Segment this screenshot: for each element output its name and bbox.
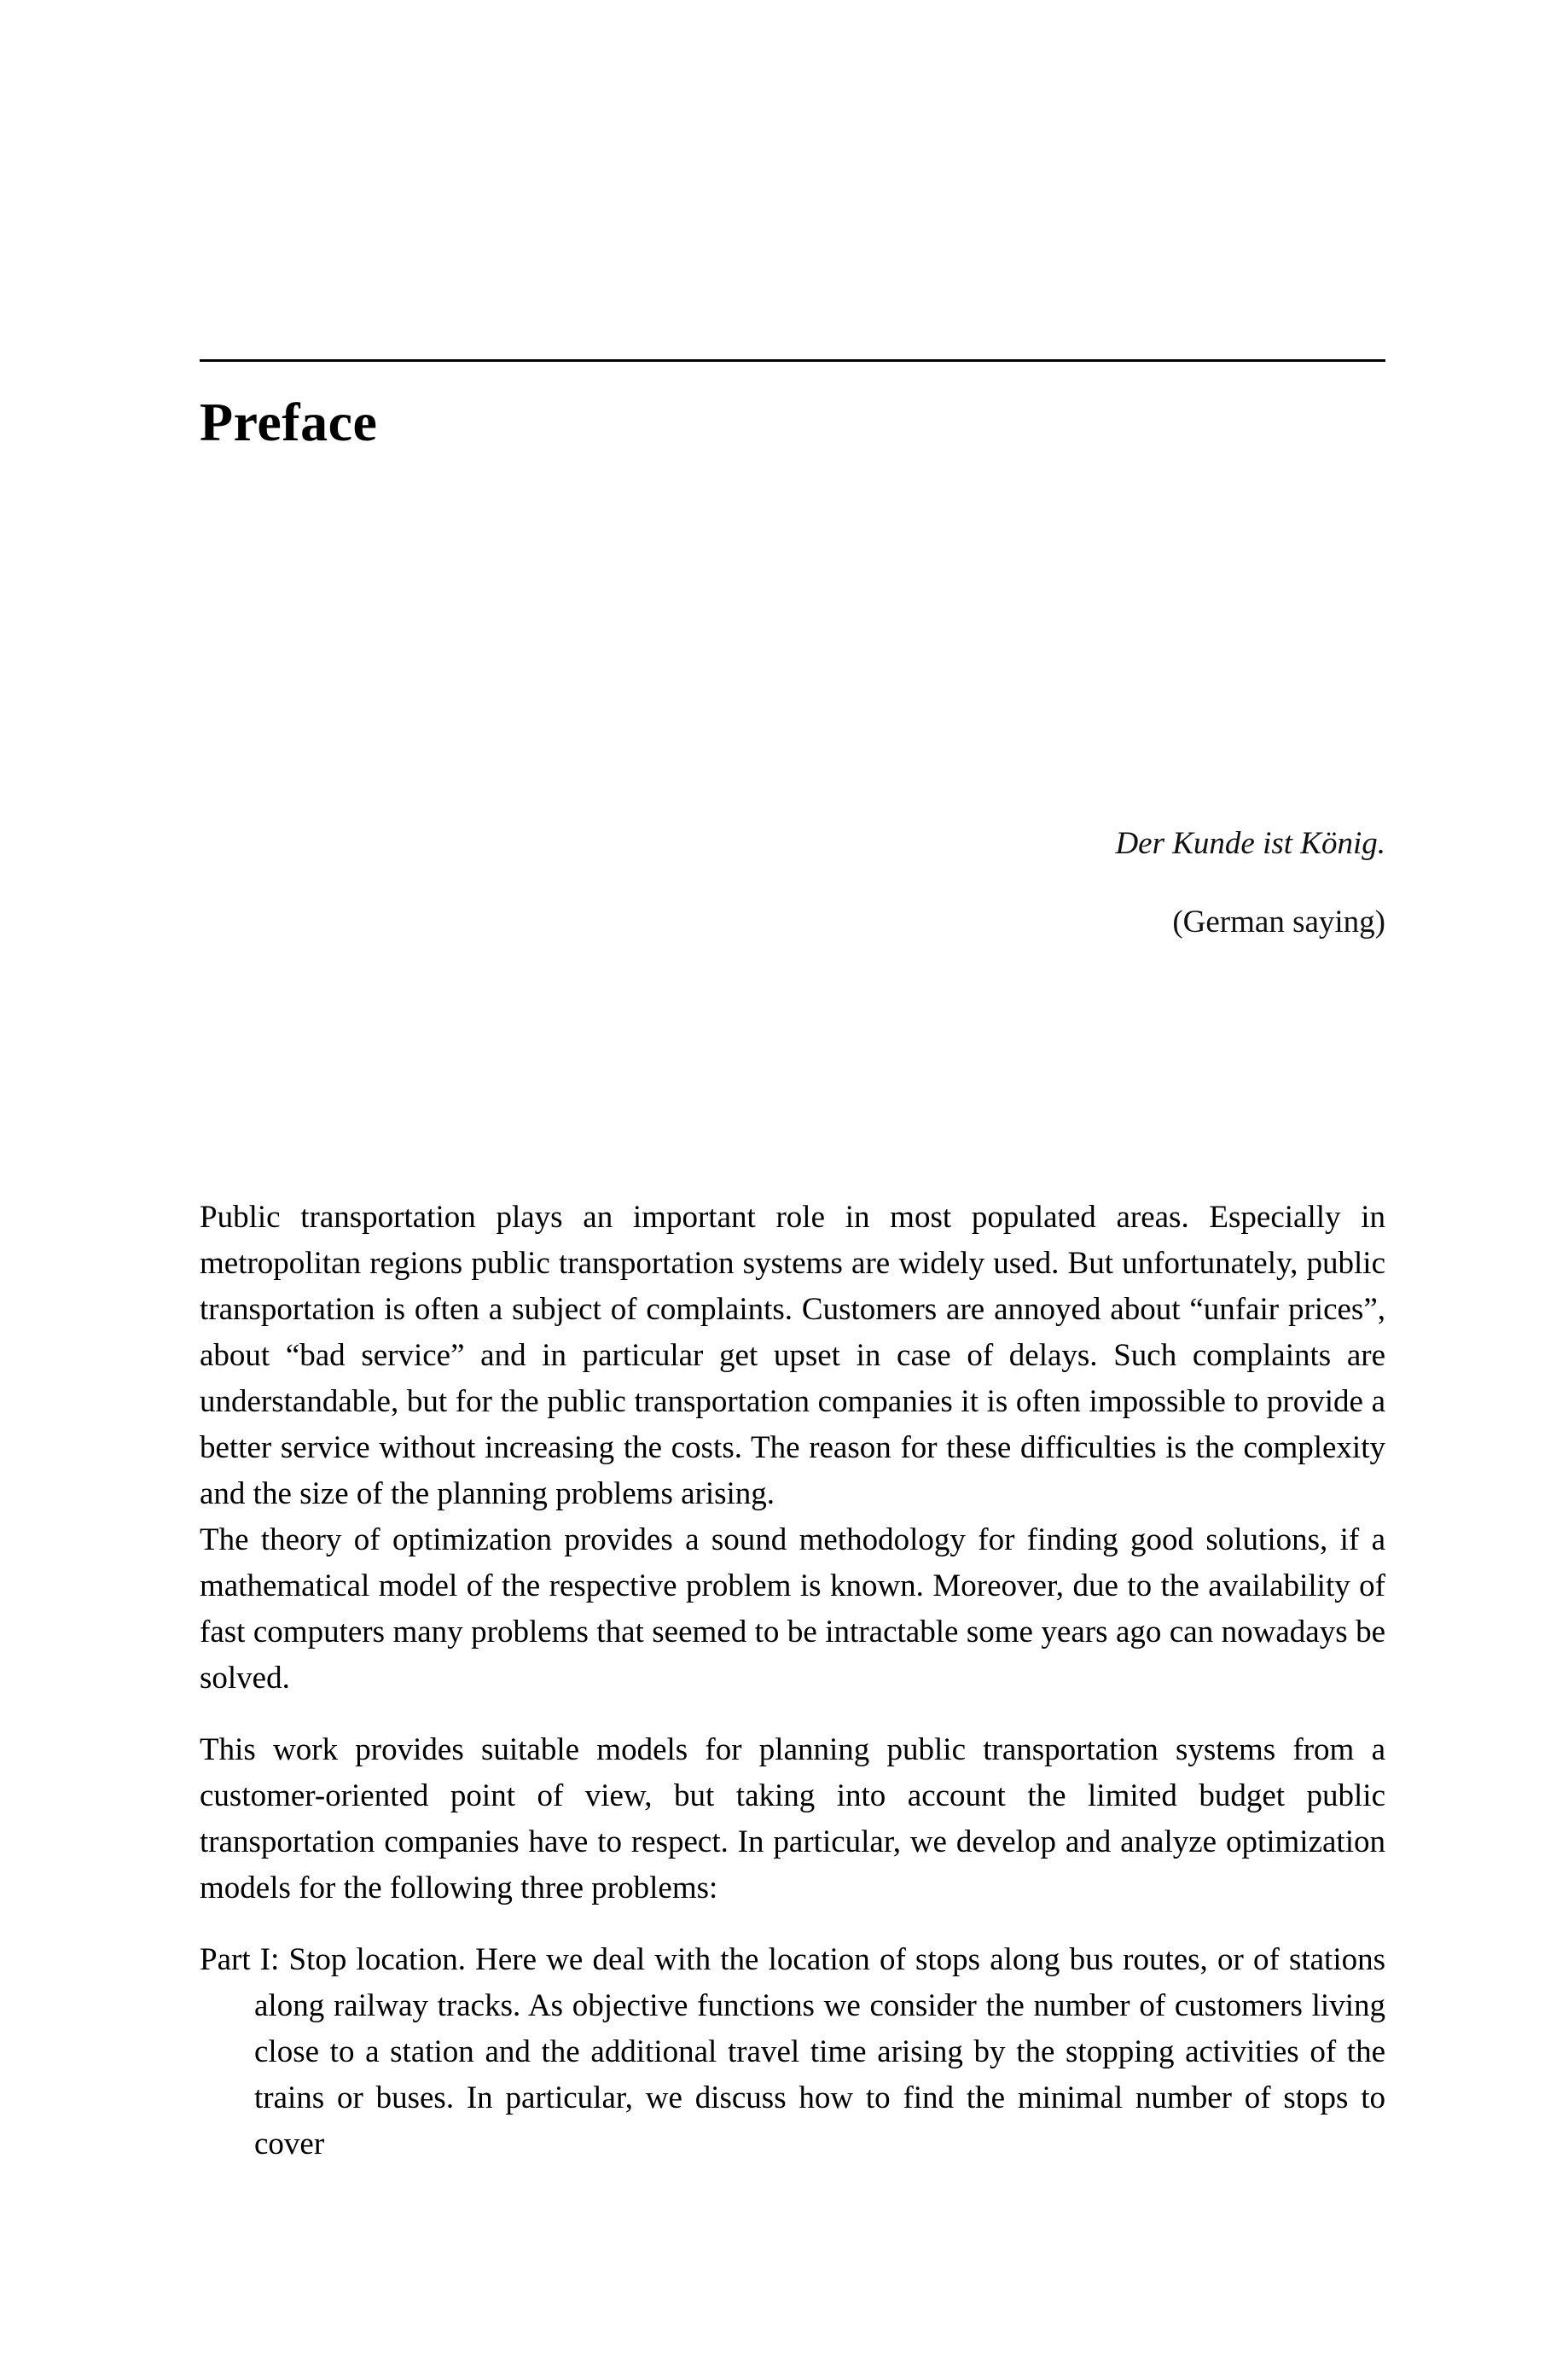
list-item-part-1: Part I: Stop location. Here we deal with the location of stops along bus routes, or of stations along railway tracks. As objective functions we consider the number of customers living close to a station and the additional travel time arising by the stopping activities of the trains or buses. In particular, we discuss how to find the minimal number of stops to cover xyxy=(200,1942,1385,2161)
chapter-heading-rule xyxy=(200,359,1385,362)
epigraph xyxy=(200,821,1385,945)
body-text xyxy=(200,1195,1385,2167)
body-paragraph-3: This work provides suitable models for planning public transportation systems from a customer-oriented point of view, but taking into account the limited budget public transportation companies have to respect. In particular, we develop and analyze optimization models for the following three problems: xyxy=(200,1732,1385,1905)
epigraph-quote: Der Kunde ist König. xyxy=(1115,826,1385,861)
epigraph-attribution: (German saying) xyxy=(1172,905,1385,940)
text-column xyxy=(200,0,1385,2167)
page-title: Preface xyxy=(200,392,378,452)
body-paragraph-1: Public transportation plays an important role in most populated areas. Especially in metropolitan regions public transportation systems are widely used. But unfortunately, public transportation is often a subject of complaints. Customers are annoyed about “unfair prices”, about “bad service” and in particular get upset in case of delays. Such complaints are understandable, but for the public transportation companies it is often impossible to provide a better service without increasing the costs. The reason for these difficulties is the complexity and the size of the planning problems arising. xyxy=(200,1200,1385,1511)
body-paragraph-2: The theory of optimization provides a sound methodology for finding good solutions, if a mathematical model of the respective problem is known. Moreover, due to the availability of fast computers many problems that seemed to be intractable some years ago can nowadays be solved. xyxy=(200,1522,1385,1696)
